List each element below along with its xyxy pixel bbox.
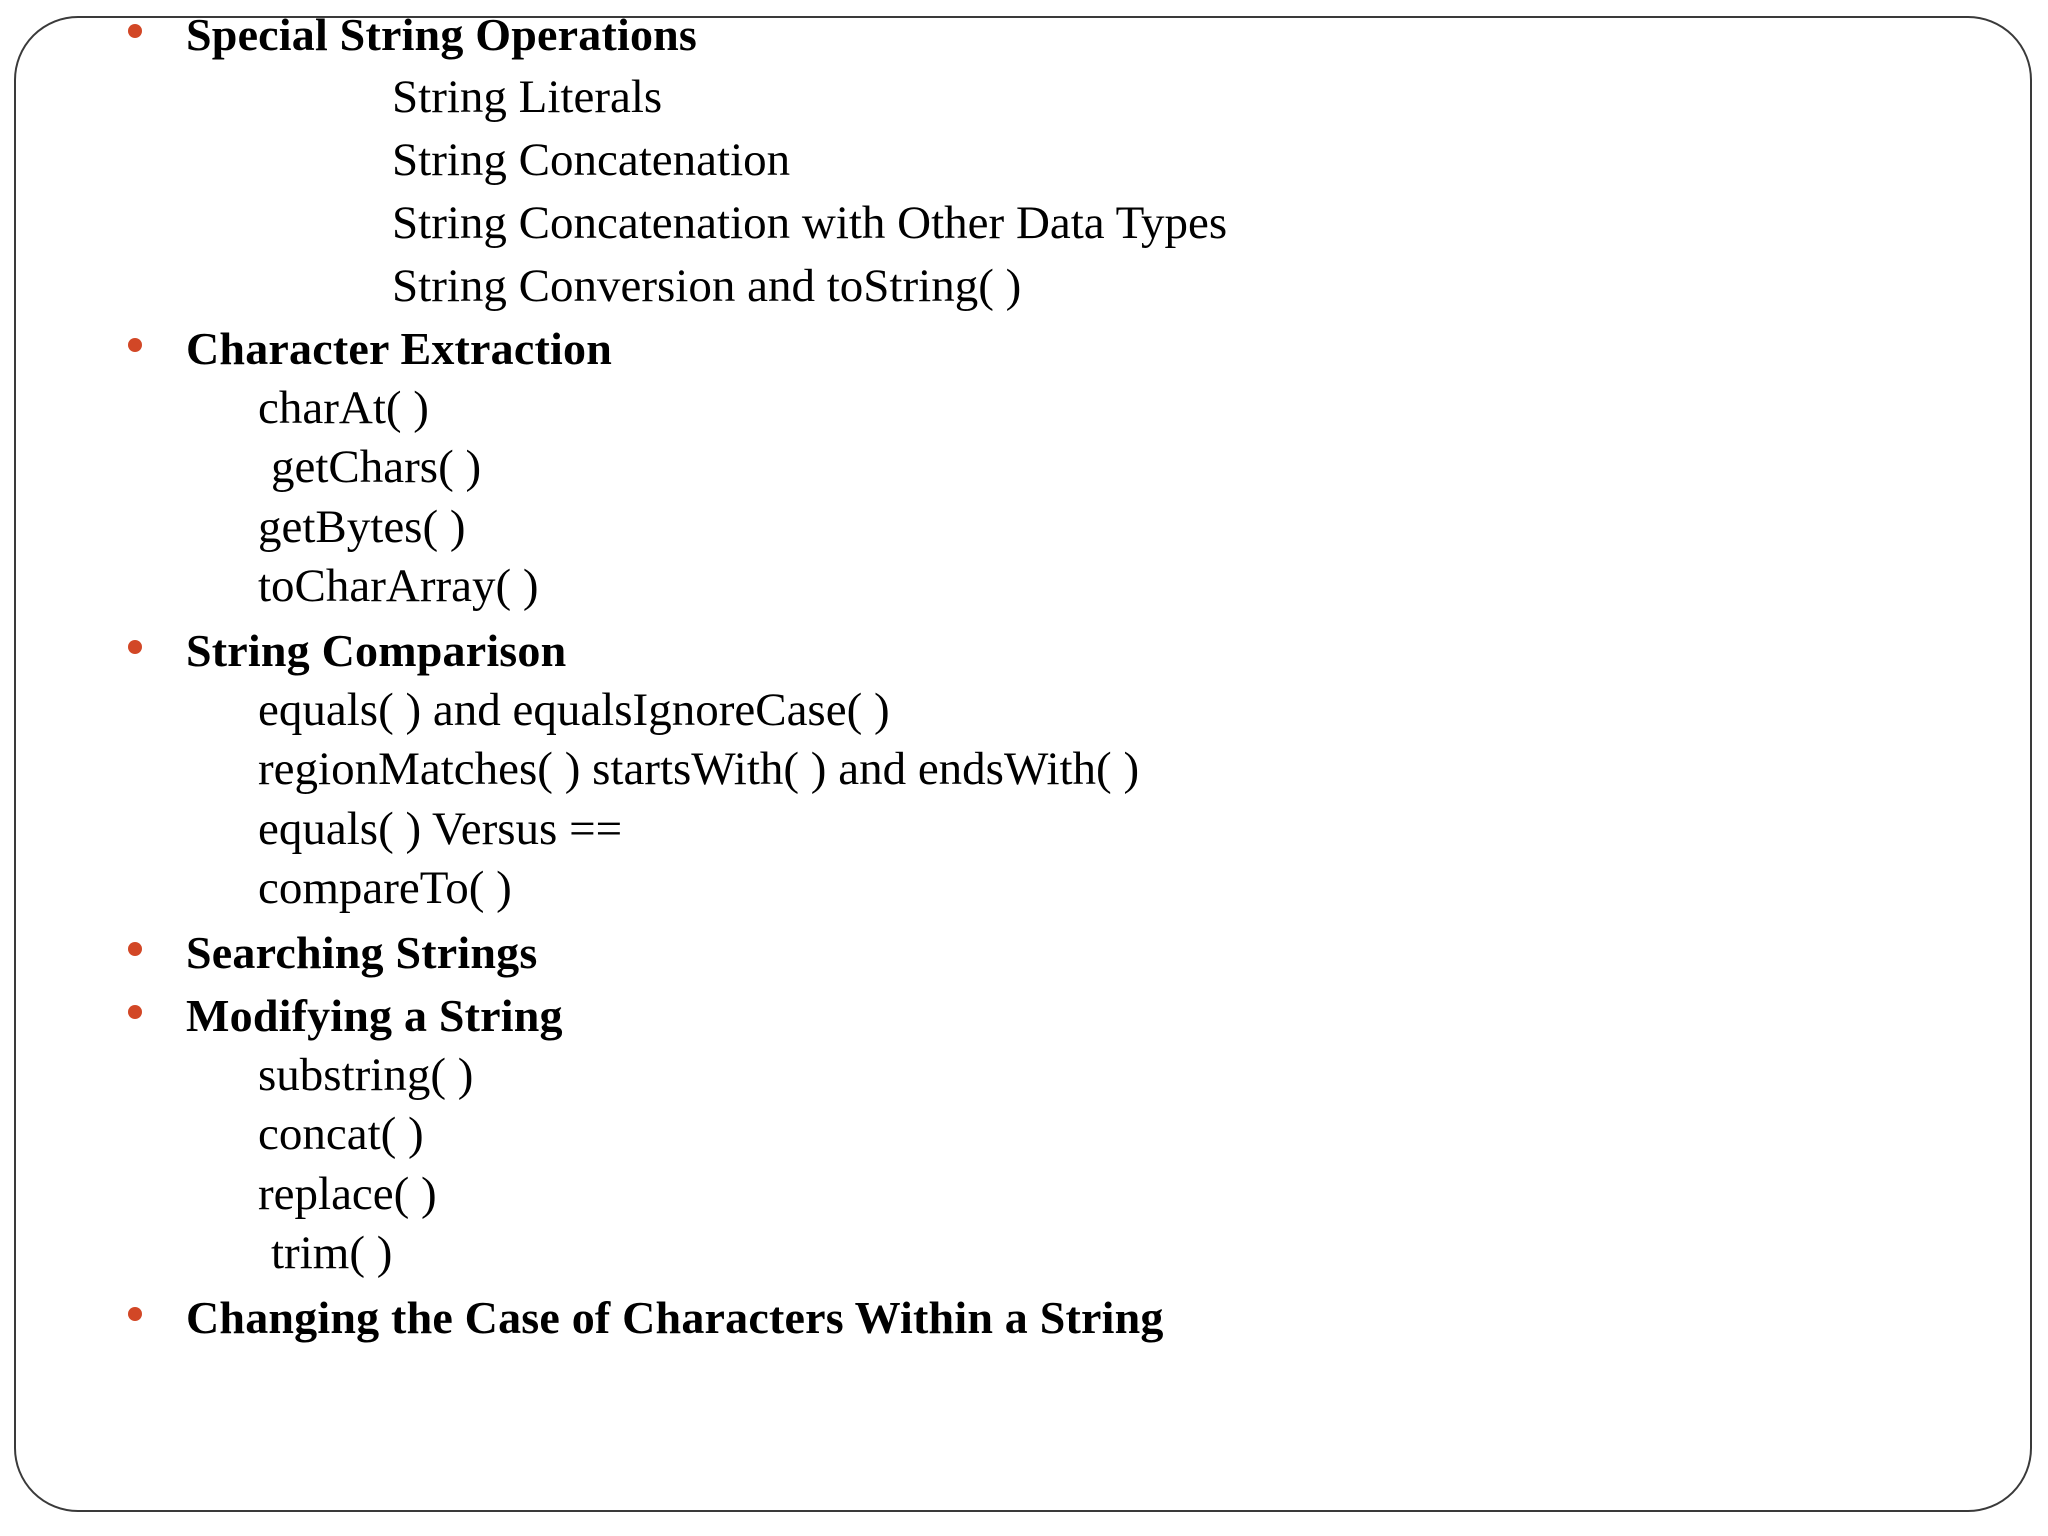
bullet-special-string-operations <box>186 16 697 58</box>
slide-frame <box>14 16 2032 1512</box>
bullet-changing-case <box>186 1292 1164 1343</box>
sub-item: trim( ) <box>271 1227 393 1279</box>
sub-item: equals( ) Versus == <box>258 803 623 855</box>
bullet-heading: Special String Operations <box>186 16 698 60</box>
bullet-heading: Searching Strings <box>186 927 538 978</box>
sub-item: charAt( ) <box>258 382 429 434</box>
sub-item: compareTo( ) <box>258 862 512 914</box>
sub-item: String Conversion and toString( ) <box>392 260 1022 312</box>
bullet-icon <box>128 942 142 956</box>
bullet-icon <box>128 24 142 38</box>
bullet-string-comparison <box>186 625 567 676</box>
bullet-heading: Character Extraction <box>186 323 612 374</box>
sub-item: String Concatenation with Other Data Types <box>392 197 1228 249</box>
bullet-searching-strings <box>186 927 538 978</box>
bullet-icon <box>128 338 142 352</box>
sub-item: equals( ) and equalsIgnoreCase( ) <box>258 684 890 736</box>
sub-item: toCharArray( ) <box>258 560 539 612</box>
bullet-modifying-a-string <box>186 990 563 1041</box>
bullet-icon <box>128 1307 142 1321</box>
sub-item: getBytes( ) <box>258 501 466 553</box>
bullet-heading: Changing the Case of Characters Within a String <box>186 1292 1164 1343</box>
sub-item: String Literals <box>392 71 663 123</box>
topic-outline <box>16 18 2030 1510</box>
sub-item: substring( ) <box>258 1049 474 1101</box>
bullet-heading: Modifying a String <box>186 990 563 1041</box>
sub-item: getChars( ) <box>271 441 482 493</box>
bullet-icon <box>128 640 142 654</box>
sub-item: String Concatenation <box>392 134 791 186</box>
bullet-heading: String Comparison <box>186 625 567 676</box>
bullet-icon <box>128 1005 142 1019</box>
sub-item: regionMatches( ) startsWith( ) and endsWith( ) <box>258 743 1140 795</box>
sub-item: replace( ) <box>258 1168 437 1220</box>
sub-item: concat( ) <box>258 1108 424 1160</box>
bullet-character-extraction <box>186 323 612 374</box>
